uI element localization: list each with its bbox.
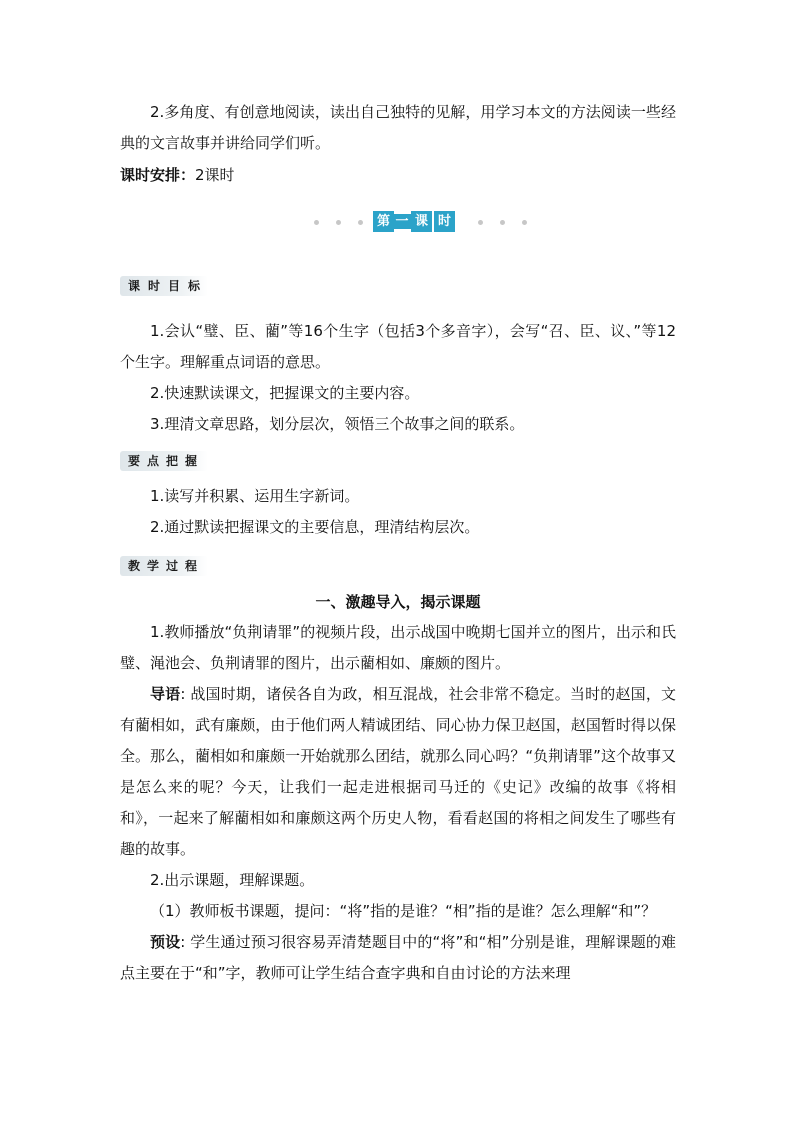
divider-dot	[478, 220, 483, 225]
banner-char: 时	[434, 211, 455, 232]
key-points-list	[120, 481, 676, 543]
key-point-item: 1.读写并积累、运用生字新词。	[150, 487, 360, 505]
schedule-label: 课时安排：	[120, 166, 196, 184]
lesson-schedule	[120, 160, 235, 190]
key-point-item: 2.通过默读把握课文的主要信息，理清结构层次。	[150, 518, 480, 536]
section-tag-process	[120, 553, 210, 579]
section-tag-objectives	[120, 273, 210, 299]
lesson-banner	[373, 210, 467, 234]
section-heading: 一、激趣导入，揭示课题	[315, 593, 481, 611]
lead-text: : 战国时期，诸侯各自为政，相互混战，社会非常不稳定。当时的赵国，文有藺相如，武有廉颇，由于他们两人精诚团结、同心协力保卫赵国，赵国暂时得以保全。那么，藺相如和廉颇一开始就那么团结，就那么同心吗？“负荆请罪”这个故事又是怎么来的呢？今天，让我们一起走进根据司马迁的《史记》改编的故事《将相和》，一起来了解藺相如和廉颇这两个历史人物，看看赵国的将相之间发生了哪些有趣的故事。	[120, 685, 676, 858]
banner-char: 一	[392, 214, 412, 229]
divider-dot	[336, 220, 341, 225]
process-sub-1: （1）教师板书课题，提问：“将”指的是谁？“相”指的是谁？怎么理解“和”？	[150, 902, 657, 920]
intro-objective-2	[120, 97, 676, 159]
preset-label: 预设	[150, 933, 181, 951]
divider-dot	[314, 220, 319, 225]
lead-paragraph	[120, 679, 676, 865]
objective-item: 2.快速默读课文，把握课文的主要内容。	[150, 384, 420, 402]
divider-dot	[500, 220, 505, 225]
divider-dot	[358, 220, 363, 225]
banner-char: 第	[373, 211, 394, 232]
lead-label: 导语	[150, 685, 181, 703]
preset-paragraph	[120, 927, 676, 989]
tag-label: 教学过程	[128, 559, 205, 573]
schedule-value: 2课时	[195, 166, 235, 184]
preset-text: : 学生通过预习很容易弄清楚题目中的“将”和“相”分别是谁，理解课题的难点主要在于“和”字，教师可让学生结合查字典和自由讨论的方法来理	[120, 933, 676, 982]
objective-item: 3.理清文章思路，划分层次，领悟三个故事之间的联系。	[150, 415, 525, 433]
banner-char: 课	[411, 211, 432, 232]
lesson-divider	[310, 208, 530, 238]
process-item-2: 2.出示课题，理解课题。	[150, 871, 315, 889]
objective-item: 1.会认“璧、臣、藺”等16个生字（包括3个多音字），会写“召、臣、议、”等12个生字。理解重点词语的意思。	[120, 322, 676, 371]
process-item-1: 1.教师播放“负荆请罪”的视频片段，出示战国中晚期七国并立的图片，出示和氏璧、渑池会、负荆请罪的图片，出示藺相如、廉颇的图片。	[120, 623, 676, 672]
tag-label: 要点把握	[128, 454, 205, 468]
intro-item-2: 2.多角度、有创意地阅读，读出自己独特的见解，用学习本文的方法阅读一些经典的文言故事并讲给同学们听。	[120, 103, 676, 152]
objectives-list	[120, 316, 676, 440]
section-tag-key-points	[120, 448, 210, 474]
divider-dot	[522, 220, 527, 225]
tag-label: 课时目标	[128, 279, 209, 293]
process-body	[120, 617, 676, 989]
